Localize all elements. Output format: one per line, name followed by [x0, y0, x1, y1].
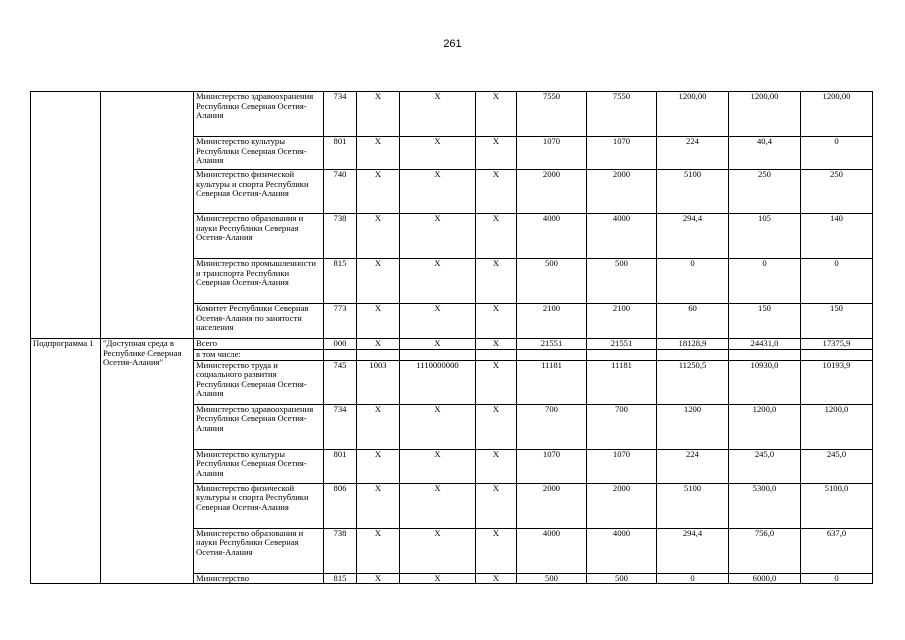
org-cell: Министерство здравоохранения Республики Северная Осетия-Алания — [194, 92, 324, 137]
org-cell: Комитет Республики Северная Осетия-Алания по занятости населения — [194, 304, 324, 339]
v2-cell: 11181 — [587, 360, 657, 404]
v4-cell: 5300,0 — [729, 483, 801, 528]
v3-cell: 60 — [657, 304, 729, 339]
v4-cell: 105 — [729, 214, 801, 259]
v2-cell: 7550 — [587, 92, 657, 137]
v5-cell: 250 — [801, 170, 873, 214]
vr-cell: Х — [476, 360, 517, 404]
rz-cell: Х — [357, 339, 400, 350]
v3-cell: 1200,00 — [657, 92, 729, 137]
vr-cell: Х — [476, 214, 517, 259]
rz-cell: Х — [357, 528, 400, 573]
csr-cell: Х — [400, 404, 476, 449]
rz-cell: Х — [357, 404, 400, 449]
grbs-cell: 738 — [324, 214, 357, 259]
grbs-cell: 740 — [324, 170, 357, 214]
vr-cell: Х — [476, 92, 517, 137]
org-cell: в том числе: — [194, 350, 324, 361]
table-row — [31, 339, 873, 350]
v4-cell: 1200,0 — [729, 404, 801, 449]
csr-cell: Х — [400, 483, 476, 528]
v1-cell: 7550 — [517, 92, 587, 137]
v3-cell: 224 — [657, 449, 729, 483]
rz-cell: Х — [357, 214, 400, 259]
vr-cell: Х — [476, 137, 517, 170]
csr-cell: Х — [400, 339, 476, 350]
v2-cell: 500 — [587, 259, 657, 304]
csr-cell: Х — [400, 573, 476, 584]
v5-cell: 245,0 — [801, 449, 873, 483]
org-cell: Министерство труда и социального развития Республики Северная Осетия-Алания — [194, 360, 324, 404]
v5-cell: 5100,0 — [801, 483, 873, 528]
empty-name-cell — [101, 92, 194, 339]
v4-cell: 245,0 — [729, 449, 801, 483]
v4-cell — [729, 350, 801, 361]
grbs-cell: 000 — [324, 339, 357, 350]
v1-cell: 700 — [517, 404, 587, 449]
v1-cell: 1070 — [517, 137, 587, 170]
v3-cell: 11250,5 — [657, 360, 729, 404]
csr-cell: 1110000000 — [400, 360, 476, 404]
v3-cell: 224 — [657, 137, 729, 170]
vr-cell: Х — [476, 449, 517, 483]
grbs-cell: 806 — [324, 483, 357, 528]
grbs-cell: 773 — [324, 304, 357, 339]
csr-cell: Х — [400, 304, 476, 339]
v1-cell: 11181 — [517, 360, 587, 404]
v3-cell: 5100 — [657, 170, 729, 214]
v5-cell: 140 — [801, 214, 873, 259]
v4-cell: 24431,0 — [729, 339, 801, 350]
org-cell: Всего — [194, 339, 324, 350]
grbs-cell: 815 — [324, 573, 357, 584]
v2-cell: 700 — [587, 404, 657, 449]
v1-cell: 2000 — [517, 170, 587, 214]
org-cell: Министерство физической культуры и спорта Республики Северная Осетия-Алания — [194, 483, 324, 528]
v1-cell: 4000 — [517, 214, 587, 259]
grbs-cell: 815 — [324, 259, 357, 304]
rz-cell: Х — [357, 259, 400, 304]
vr-cell: Х — [476, 304, 517, 339]
v4-cell: 40,4 — [729, 137, 801, 170]
v3-cell: 0 — [657, 573, 729, 584]
v4-cell: 10930,0 — [729, 360, 801, 404]
v4-cell: 150 — [729, 304, 801, 339]
org-cell: Министерство культуры Республики Северная Осетия-Алания — [194, 137, 324, 170]
vr-cell: Х — [476, 170, 517, 214]
csr-cell: Х — [400, 137, 476, 170]
vr-cell — [476, 350, 517, 361]
v2-cell: 2000 — [587, 170, 657, 214]
v2-cell: 1070 — [587, 137, 657, 170]
vr-cell: Х — [476, 483, 517, 528]
v1-cell: 21551 — [517, 339, 587, 350]
grbs-cell — [324, 350, 357, 361]
v2-cell: 2100 — [587, 304, 657, 339]
budget-table — [30, 91, 873, 584]
csr-cell: Х — [400, 259, 476, 304]
v4-cell: 250 — [729, 170, 801, 214]
vr-cell: Х — [476, 404, 517, 449]
csr-cell: Х — [400, 449, 476, 483]
v2-cell: 21551 — [587, 339, 657, 350]
page-number: 261 — [443, 38, 462, 50]
v4-cell: 756,0 — [729, 528, 801, 573]
v3-cell: 0 — [657, 259, 729, 304]
v5-cell: 150 — [801, 304, 873, 339]
vr-cell: Х — [476, 528, 517, 573]
v1-cell: 500 — [517, 259, 587, 304]
org-cell: Министерство образования и науки Республики Северная Осетия-Алания — [194, 528, 324, 573]
v5-cell: 637,0 — [801, 528, 873, 573]
vr-cell: Х — [476, 259, 517, 304]
org-cell: Министерство физической культуры и спорта Республики Северная Осетия-Алания — [194, 170, 324, 214]
rz-cell: Х — [357, 483, 400, 528]
rz-cell: Х — [357, 573, 400, 584]
csr-cell: Х — [400, 170, 476, 214]
v5-cell: 10193,9 — [801, 360, 873, 404]
v3-cell: 1200 — [657, 404, 729, 449]
org-cell: Министерство культуры Республики Северная Осетия-Алания — [194, 449, 324, 483]
v5-cell: 0 — [801, 259, 873, 304]
grbs-cell: 734 — [324, 92, 357, 137]
rz-cell: Х — [357, 170, 400, 214]
v5-cell: 1200,00 — [801, 92, 873, 137]
grbs-cell: 801 — [324, 449, 357, 483]
org-cell: Министерство образования и науки Республики Северная Осетия-Алания — [194, 214, 324, 259]
v5-cell: 0 — [801, 137, 873, 170]
rz-cell: Х — [357, 92, 400, 137]
v3-cell: 5100 — [657, 483, 729, 528]
v3-cell: 294,4 — [657, 214, 729, 259]
v2-cell: 500 — [587, 573, 657, 584]
v2-cell — [587, 350, 657, 361]
table-row — [31, 92, 873, 137]
grbs-cell: 801 — [324, 137, 357, 170]
v3-cell: 18128,9 — [657, 339, 729, 350]
grbs-cell: 738 — [324, 528, 357, 573]
v4-cell: 6000,0 — [729, 573, 801, 584]
v1-cell: 4000 — [517, 528, 587, 573]
v2-cell: 1070 — [587, 449, 657, 483]
v3-cell — [657, 350, 729, 361]
v1-cell: 1070 — [517, 449, 587, 483]
rz-cell — [357, 350, 400, 361]
v2-cell: 2000 — [587, 483, 657, 528]
v5-cell: 1200,0 — [801, 404, 873, 449]
v1-cell — [517, 350, 587, 361]
subprogram-name: "Доступная среда в Республике Северная Осетия-Алания" — [101, 339, 194, 584]
v5-cell: 0 — [801, 573, 873, 584]
v3-cell: 294,4 — [657, 528, 729, 573]
v4-cell: 0 — [729, 259, 801, 304]
org-cell: Министерство промышленности и транспорта Республики Северная Осетия-Алания — [194, 259, 324, 304]
csr-cell: Х — [400, 528, 476, 573]
v1-cell: 2000 — [517, 483, 587, 528]
v2-cell: 4000 — [587, 214, 657, 259]
org-cell: Министерство — [194, 573, 324, 584]
empty-program-cell — [31, 92, 101, 339]
v1-cell: 2100 — [517, 304, 587, 339]
v1-cell: 500 — [517, 573, 587, 584]
v2-cell: 4000 — [587, 528, 657, 573]
csr-cell — [400, 350, 476, 361]
rz-cell: Х — [357, 449, 400, 483]
csr-cell: Х — [400, 214, 476, 259]
subprogram-label: Подпрограмма 1 — [31, 339, 101, 584]
grbs-cell: 734 — [324, 404, 357, 449]
org-cell: Министерство здравоохранения Республики Северная Осетия-Алания — [194, 404, 324, 449]
vr-cell: Х — [476, 573, 517, 584]
rz-cell: Х — [357, 304, 400, 339]
rz-cell: 1003 — [357, 360, 400, 404]
v5-cell: 17375,9 — [801, 339, 873, 350]
rz-cell: Х — [357, 137, 400, 170]
vr-cell: Х — [476, 339, 517, 350]
grbs-cell: 745 — [324, 360, 357, 404]
v5-cell — [801, 350, 873, 361]
csr-cell: Х — [400, 92, 476, 137]
v4-cell: 1200,00 — [729, 92, 801, 137]
